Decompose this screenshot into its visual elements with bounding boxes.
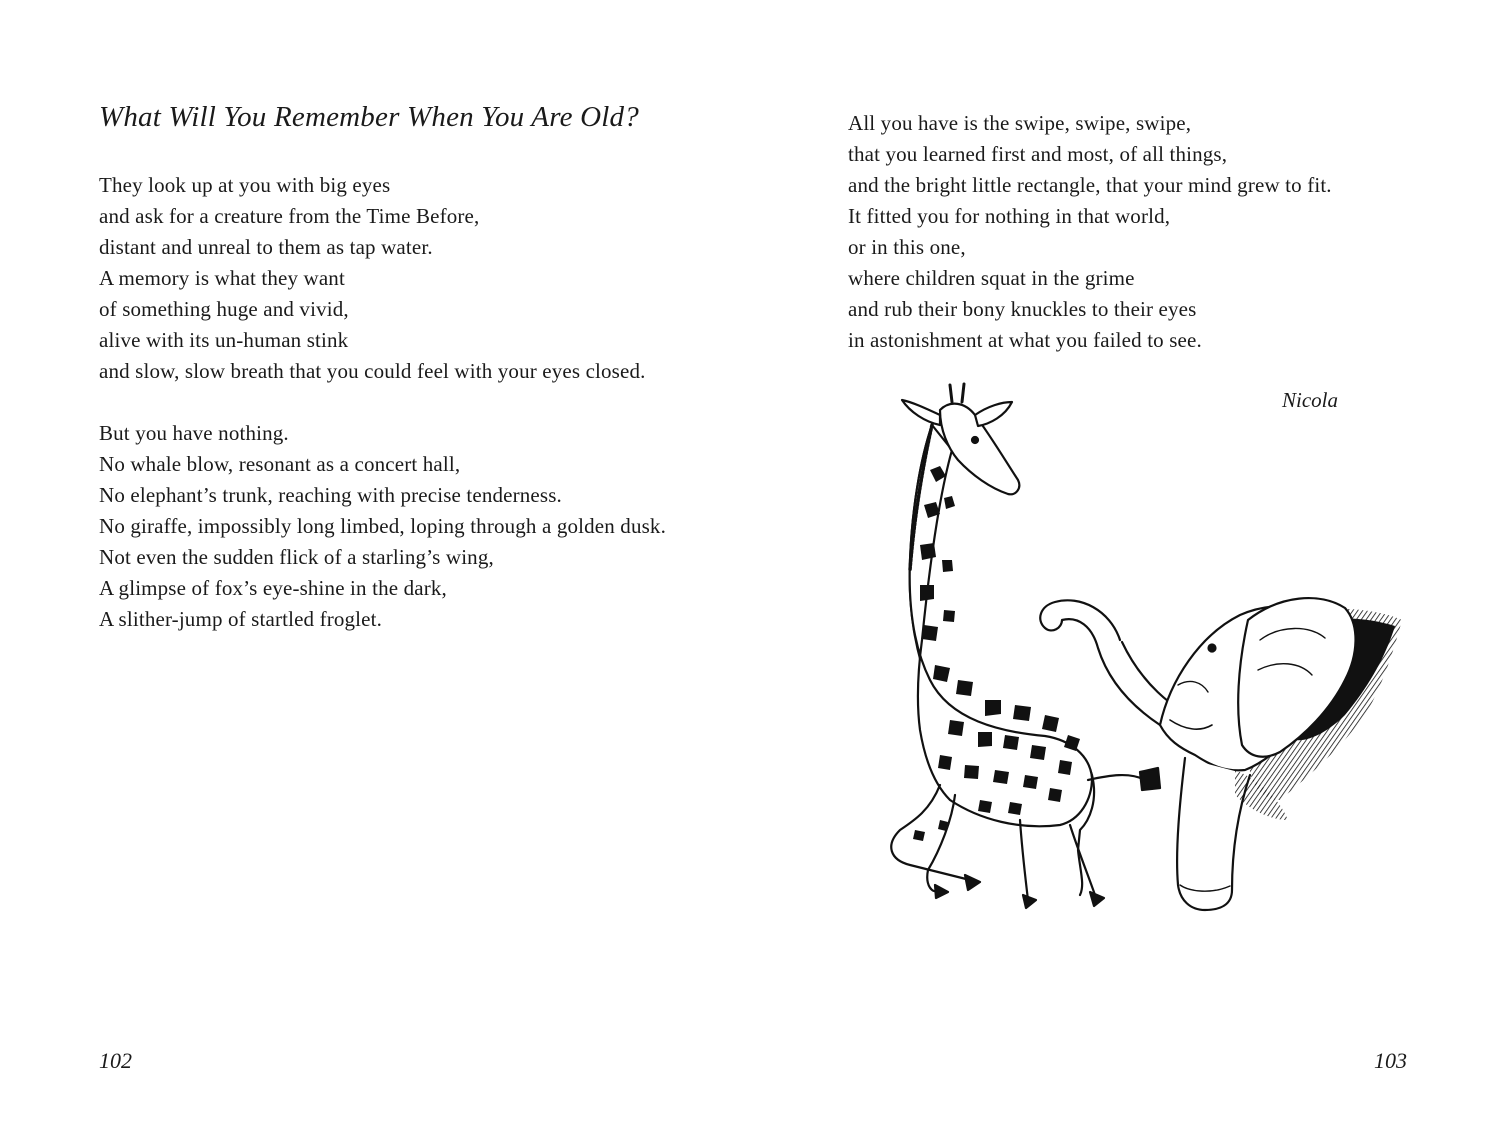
giraffe-elephant-illustration: [840, 380, 1410, 925]
page-number-right: 103: [1374, 1048, 1407, 1073]
poem-title: What Will You Remember When You Are Old?: [99, 101, 639, 133]
poem-line: Not even the sudden flick of a starling’s wing,: [99, 545, 494, 569]
page-number-left: 102: [99, 1048, 132, 1073]
poem-line: distant and unreal to them as tap water.: [99, 235, 433, 259]
stanza-3: [848, 108, 1332, 356]
poem-line: that you learned first and most, of all things,: [848, 142, 1228, 166]
poem-line: A memory is what they want: [99, 266, 345, 290]
poem-line: They look up at you with big eyes: [99, 173, 391, 197]
poem-line: of something huge and vivid,: [99, 297, 349, 321]
poem-line: and the bright little rectangle, that your mind grew to fit.: [848, 173, 1332, 197]
poem-line: All you have is the swipe, swipe, swipe,: [848, 111, 1192, 135]
poem-line: and rub their bony knuckles to their eyes: [848, 297, 1197, 321]
poem-line: But you have nothing.: [99, 421, 289, 445]
right-page: [750, 0, 1500, 1147]
poem-line: A glimpse of fox’s eye-shine in the dark,: [99, 576, 447, 600]
stanza-2: [99, 418, 666, 635]
poem-line: in astonishment at what you failed to see.: [848, 328, 1202, 352]
stanza-1: [99, 170, 646, 387]
poem-line: A slither-jump of startled froglet.: [99, 607, 383, 631]
elephant-drawing: [1040, 598, 1402, 910]
poem-line: and slow, slow breath that you could feel with your eyes closed.: [99, 359, 646, 383]
poem-line: alive with its un-human stink: [99, 328, 349, 352]
poem-line: and ask for a creature from the Time Before,: [99, 204, 480, 228]
poem-line: No giraffe, impossibly long limbed, loping through a golden dusk.: [99, 514, 666, 538]
poem-line: where children squat in the grime: [848, 266, 1135, 290]
poem-line: No elephant’s trunk, reaching with precise tenderness.: [99, 483, 562, 507]
poem-line: No whale blow, resonant as a concert hall,: [99, 452, 461, 476]
poem-line: or in this one,: [848, 235, 966, 259]
poem-line: It fitted you for nothing in that world,: [848, 204, 1171, 228]
poem-author: Nicola: [1282, 388, 1338, 412]
